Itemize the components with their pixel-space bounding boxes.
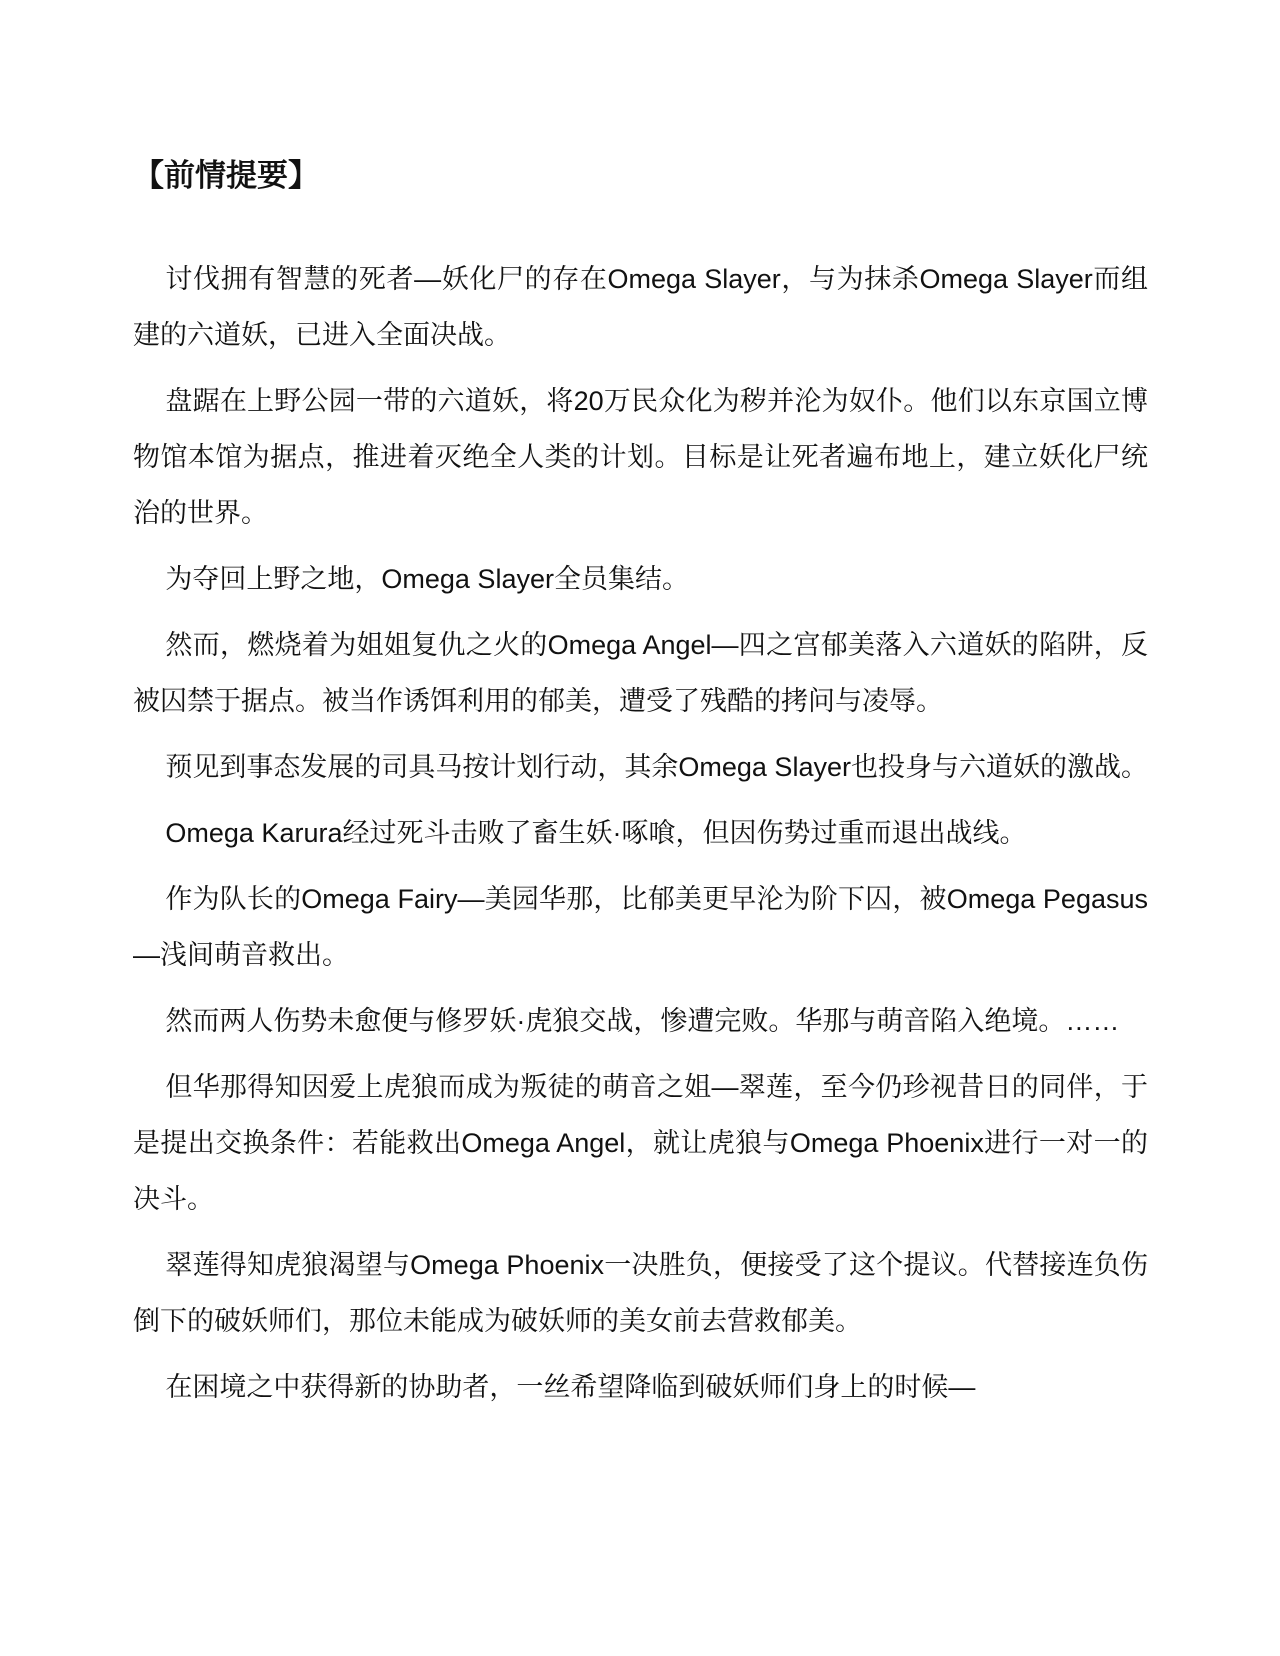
synopsis-paragraph: 然而，燃烧着为姐姐复仇之火的Omega Angel—四之宫郁美落入六道妖的陷阱，反被囚禁于据点。被当作诱饵利用的郁美，遭受了残酷的拷问与凌辱。: [133, 630, 1148, 716]
synopsis-paragraph: 讨伐拥有智慧的死者—妖化尸的存在Omega Slayer，与为抹杀Omega Slayer而组建的六道妖，已进入全面决战。: [133, 264, 1148, 350]
synopsis-paragraph: 预见到事态发展的司具马按计划行动，其余Omega Slayer也投身与六道妖的激战。: [165, 752, 1148, 782]
synopsis-paragraph: 翠莲得知虎狼渴望与Omega Phoenix一决胜负，便接受了这个提议。代替接连负伤倒下的破妖师们，那位未能成为破妖师的美女前去营救郁美。: [133, 1250, 1148, 1336]
synopsis-paragraph: 作为队长的Omega Fairy—美园华那，比郁美更早沦为阶下囚，被Omega Pegasus—浅间萌音救出。: [133, 884, 1148, 970]
synopsis-title: 【前情提要】: [133, 158, 319, 193]
synopsis-paragraph: 然而两人伤势未愈便与修罗妖·虎狼交战，惨遭完败。华那与萌音陷入绝境。……: [165, 1006, 1120, 1036]
synopsis-body: [133, 251, 1148, 1415]
synopsis-paragraph: 为夺回上野之地，Omega Slayer全员集结。: [165, 564, 689, 594]
synopsis-paragraph: 在困境之中获得新的协助者，一丝希望降临到破妖师们身上的时候—: [165, 1372, 976, 1402]
synopsis-paragraph: Omega Karura经过死斗击败了畜生妖·啄喰，但因伤势过重而退出战线。: [165, 818, 1027, 848]
synopsis-paragraph: 但华那得知因爱上虎狼而成为叛徒的萌音之姐—翠莲，至今仍珍视昔日的同伴，于是提出交换条件：若能救出Omega Angel，就让虎狼与Omega Phoenix进行一对一的决斗。: [133, 1072, 1148, 1214]
synopsis-paragraph: 盘踞在上野公园一带的六道妖，将20万民众化为秽并沦为奴仆。他们以东京国立博物馆本馆为据点，推进着灭绝全人类的计划。目标是让死者遍布地上，建立妖化尸统治的世界。: [133, 386, 1148, 528]
